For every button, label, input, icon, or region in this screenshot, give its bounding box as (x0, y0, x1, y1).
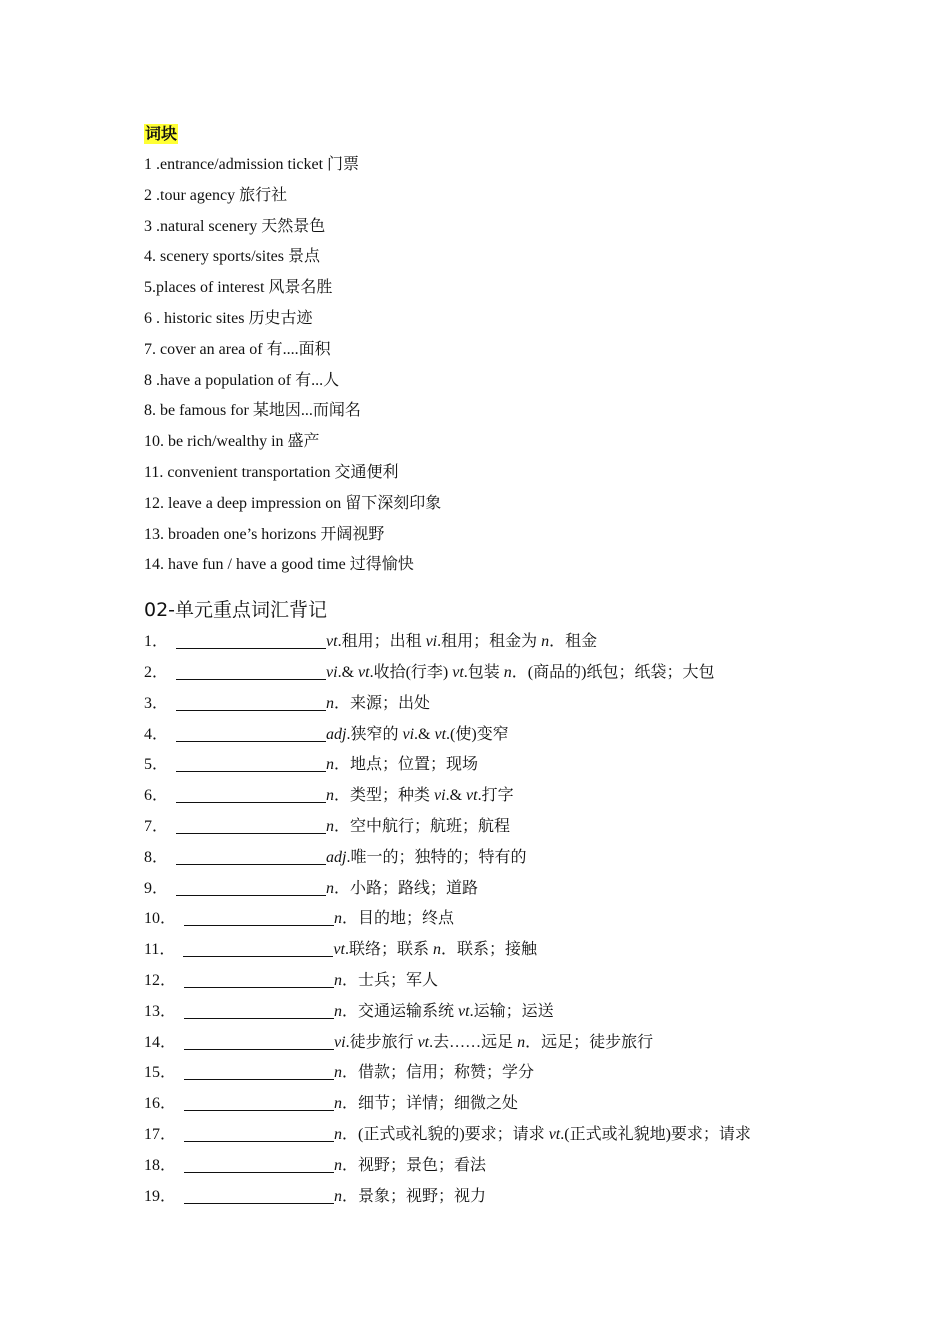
vocab-item (144, 904, 890, 935)
answer-blank[interactable] (183, 940, 333, 957)
answer-blank[interactable] (184, 909, 334, 926)
vocab-item (144, 1120, 890, 1151)
vocab-item (144, 1151, 890, 1182)
vocab-definition: vt.租用；出租 vi.租用；租金为 n．租金 (326, 633, 598, 651)
vocab-section-title: 02-单元重点词汇背记 (144, 599, 328, 622)
answer-blank[interactable] (184, 971, 334, 988)
vocab-item (144, 997, 890, 1028)
vocab-number: 18． (144, 1156, 177, 1174)
vocab-definition: vi.徒步旅行 vt.去……远足 n．远足；徒步旅行 (334, 1033, 654, 1051)
vocab-definition: n．地点；位置；现场 (326, 756, 479, 774)
vocab-item (144, 1089, 890, 1120)
phrase-item: 11. convenient transportation 交通便利 (144, 463, 399, 481)
vocab-number: 16． (144, 1095, 177, 1113)
vocab-number: 10． (144, 910, 177, 928)
answer-blank[interactable] (184, 1033, 334, 1050)
answer-blank[interactable] (176, 848, 326, 865)
vocab-definition: n．景象；视野；视力 (334, 1187, 487, 1205)
answer-blank[interactable] (176, 694, 326, 711)
vocab-item (144, 966, 890, 997)
vocab-definition: n．空中航行；航班；航程 (326, 817, 511, 835)
answer-blank[interactable] (184, 1156, 334, 1173)
vocab-item (144, 1058, 890, 1089)
vocab-number: 2． (144, 663, 169, 681)
phrase-list (144, 150, 890, 581)
vocab-number: 14． (144, 1033, 177, 1051)
answer-blank[interactable] (176, 725, 326, 742)
vocab-item (144, 1028, 890, 1059)
vocab-definition: n．小路；路线；道路 (326, 879, 479, 897)
phrase-item: 4. scenery sports/sites 景点 (144, 248, 320, 266)
phrase-item: 14. have fun / have a good time 过得愉快 (144, 556, 414, 574)
answer-blank[interactable] (176, 879, 326, 896)
vocab-item (144, 1182, 890, 1213)
answer-blank[interactable] (176, 786, 326, 803)
vocab-definition: n．类型；种类 vi.& vt.打字 (326, 787, 514, 805)
vocab-number: 17． (144, 1125, 177, 1143)
document-page (144, 124, 890, 1212)
vocab-definition: n．视野；景色；看法 (334, 1156, 487, 1174)
answer-blank[interactable] (176, 632, 326, 649)
phrase-item: 2 .tour agency 旅行社 (144, 186, 288, 204)
answer-blank[interactable] (176, 663, 326, 680)
vocab-number: 15． (144, 1064, 177, 1082)
vocab-number: 9． (144, 879, 169, 897)
vocab-item (144, 720, 890, 751)
phrase-item: 7. cover an area of 有....面积 (144, 340, 331, 358)
phrase-item: 8. be famous for 某地因...而闻名 (144, 402, 361, 420)
vocab-item (144, 781, 890, 812)
vocab-number: 11． (144, 941, 176, 959)
answer-blank[interactable] (184, 1002, 334, 1019)
vocab-number: 5． (144, 756, 169, 774)
answer-blank[interactable] (176, 817, 326, 834)
vocab-list (144, 627, 890, 1212)
vocab-item (144, 658, 890, 689)
vocab-item (144, 627, 890, 658)
phrase-item: 5.places of interest 风景名胜 (144, 279, 333, 297)
vocab-number: 19． (144, 1187, 177, 1205)
vocab-definition: vi.& vt.收拾(行李) vt.包装 n．(商品的)纸包；纸袋；大包 (326, 663, 715, 681)
vocab-number: 3． (144, 694, 169, 712)
vocab-definition: n．士兵；军人 (334, 971, 439, 989)
vocab-number: 1． (144, 633, 169, 651)
answer-blank[interactable] (184, 1125, 334, 1142)
vocab-definition: vt.联络；联系 n．联系；接触 (333, 941, 537, 959)
vocab-number: 6． (144, 787, 169, 805)
vocab-number: 12． (144, 971, 177, 989)
vocab-item (144, 843, 890, 874)
phrase-item: 12. leave a deep impression on 留下深刻印象 (144, 494, 442, 512)
answer-blank[interactable] (176, 755, 326, 772)
vocab-definition: adj.狭窄的 vi.& vt.(使)变窄 (326, 725, 509, 743)
vocab-number: 8． (144, 848, 169, 866)
vocab-definition: n．目的地；终点 (334, 910, 455, 928)
vocab-item (144, 689, 890, 720)
answer-blank[interactable] (184, 1094, 334, 1111)
vocab-item (144, 935, 890, 966)
vocab-definition: adj.唯一的；独特的；特有的 (326, 848, 527, 866)
phrase-item: 10. be rich/wealthy in 盛产 (144, 433, 320, 451)
vocab-definition: n．细节；详情；细微之处 (334, 1095, 519, 1113)
phrase-item: 1 .entrance/admission ticket 门票 (144, 156, 360, 173)
vocab-number: 7． (144, 817, 169, 835)
vocab-definition: n．(正式或礼貌的)要求；请求 vt.(正式或礼貌地)要求；请求 (334, 1125, 751, 1143)
vocab-number: 13． (144, 1002, 177, 1020)
phrase-item: 8 .have a population of 有...人 (144, 371, 340, 389)
section-title: 词块 (145, 124, 178, 143)
vocab-definition: n．借款；信用；称赞；学分 (334, 1064, 535, 1082)
vocab-item (144, 812, 890, 843)
answer-blank[interactable] (184, 1187, 334, 1204)
vocab-number: 4． (144, 725, 169, 743)
vocab-definition: n．来源；出处 (326, 694, 431, 712)
vocab-definition: n．交通运输系统 vt.运输；运送 (334, 1002, 554, 1020)
vocab-item (144, 750, 890, 781)
answer-blank[interactable] (184, 1063, 334, 1080)
phrase-item: 6 . historic sites 历史古迹 (144, 309, 313, 327)
vocab-item (144, 874, 890, 905)
phrase-item: 13. broaden one’s horizons 开阔视野 (144, 525, 385, 543)
phrase-item: 3 .natural scenery 天然景色 (144, 217, 326, 235)
